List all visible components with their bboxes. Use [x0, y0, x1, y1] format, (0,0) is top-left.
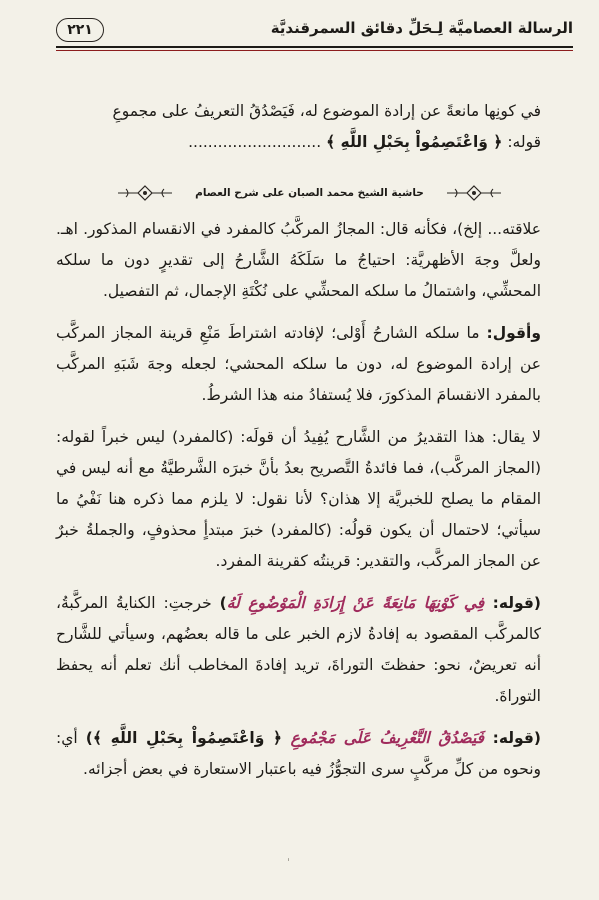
matn-text [56, 96, 541, 158]
quran-quote: ﴿ وَاعْتَصِمُواْ بِحَبْلِ اللَّهِ ﴾ [326, 133, 503, 151]
page-header [56, 18, 573, 44]
header-rule-red [56, 50, 573, 51]
separator-title: حاشية الشيخ محمد الصبان على شرح العصام [195, 187, 424, 199]
paragraph-4-close: ) [219, 594, 227, 612]
paragraph-2-keyword: وأقول: [486, 324, 541, 342]
paragraph-4-lemma: فِي كَوْنِهَا مَانِعَةً عَنْ إِرَادَةِ الْمَوْضُوعِ لَهُ [226, 594, 485, 612]
paragraph-5-text: أي: ونحوه من كلِّ مركَّبٍ سرى التجوُّزُ فيه باعتبار الاستعارة في بعض أجزائه. [56, 729, 541, 778]
paragraph-5-quran: ﴿ وَاعْتَصِمُواْ بِحَبْلِ اللَّهِ ﴾ [92, 729, 291, 747]
paragraph-3: لا يقال: هذا التقديرُ من الشَّارح يُفِيدُ أن قولَه: (كالمفرد) ليس خبراً لقوله: (المجاز المركَّب)، فما فائدةُ التَّصريح بعدُ بأنَّ خبرَه الشَّرطيَّةُ مع أنه ليس في المقام ما يصلح للخبريَّة إلا هذان؟ لأنا نقول: لا يلزم مما ذكره هنا نَفْيُ ما سيأتي؛ لاحتمال أن يكون قولُه: (كالمفرد) خبرَ مبتدأٍ محذوفٍ، والجملةُ خبرٌ عن المجاز المركَّب، والتقدير: قرينتُه كقرينة المفرد. [56, 428, 541, 570]
paragraph-5-close: ) [85, 729, 93, 747]
matn-dots: ........................... [188, 133, 327, 151]
paragraph-4 [56, 588, 541, 712]
matn-line-2 [56, 127, 541, 158]
commentary-body [56, 214, 541, 785]
running-title: الرسالة العصاميَّة لِـحَلِّ دقائق السمرقنديَّة [270, 19, 573, 37]
paragraph-4-open: (قوله: [484, 594, 541, 612]
page-number-badge [56, 18, 104, 42]
paragraph-5 [56, 723, 541, 785]
page-number: ٢٢١ [67, 22, 93, 38]
commentary-separator [116, 180, 503, 206]
paragraph-2 [56, 318, 541, 411]
paragraph-5-lemma: فَيَصْدُقُ التَّعْرِيفُ عَلَى مَجْمُوعِ [290, 729, 485, 747]
ornament-right-icon [445, 184, 503, 202]
paragraph-1: علاقته... إلخ)، فكأنه قال: المجازُ المركَّبُ كالمفرد في الانقسام المذكور. اهـ. ولعلَّ وجهَ الأظهريَّة: احتياجُ ما سَلَكَهُ الشَّارحُ إلى تقديرٍ دون ما سلكه المحشِّي، واشتمالُ ما سلكه المحشِّي على نُكْتَةِ الإجمال، ثم التفصيل. [56, 220, 541, 300]
paragraph-2-text: ما سلكه الشارحُ أَوْلى؛ لإفادته اشتراطَ مَنْعِ قرينة المجاز المركَّب عن إرادة الموضوع له، دون ما سلكه المحشي؛ لجعله وجهَ شَبَهِ المركَّب بالمفرد الانقسامَ المذكورَ، فلا يُستفادُ منه هذا الشرطُ. [56, 324, 541, 404]
header-rule [56, 46, 573, 48]
ornament-left-icon [116, 184, 174, 202]
matn-line-1: في كونِها مانعةً عن إرادة الموضوع له، فَيَصْدُقُ التعريفُ على مجموعِ [112, 102, 541, 120]
matn-prefix: قوله: [502, 133, 541, 151]
paragraph-5-open: (قوله: [484, 729, 541, 747]
paragraph-4-text: خرجتِ: الكنايةُ المركَّبةُ، كالمركَّب المقصود به إفادةُ لازم الخبر على ما قاله بعضُهم، وسيأتي للشَّارح أنه تعريضٌ، نحو: حفظتَ التوراةَ، تريد إفادةَ المخاطب أنك تعلم أنه يحفظ التوراةَ. [56, 594, 541, 705]
